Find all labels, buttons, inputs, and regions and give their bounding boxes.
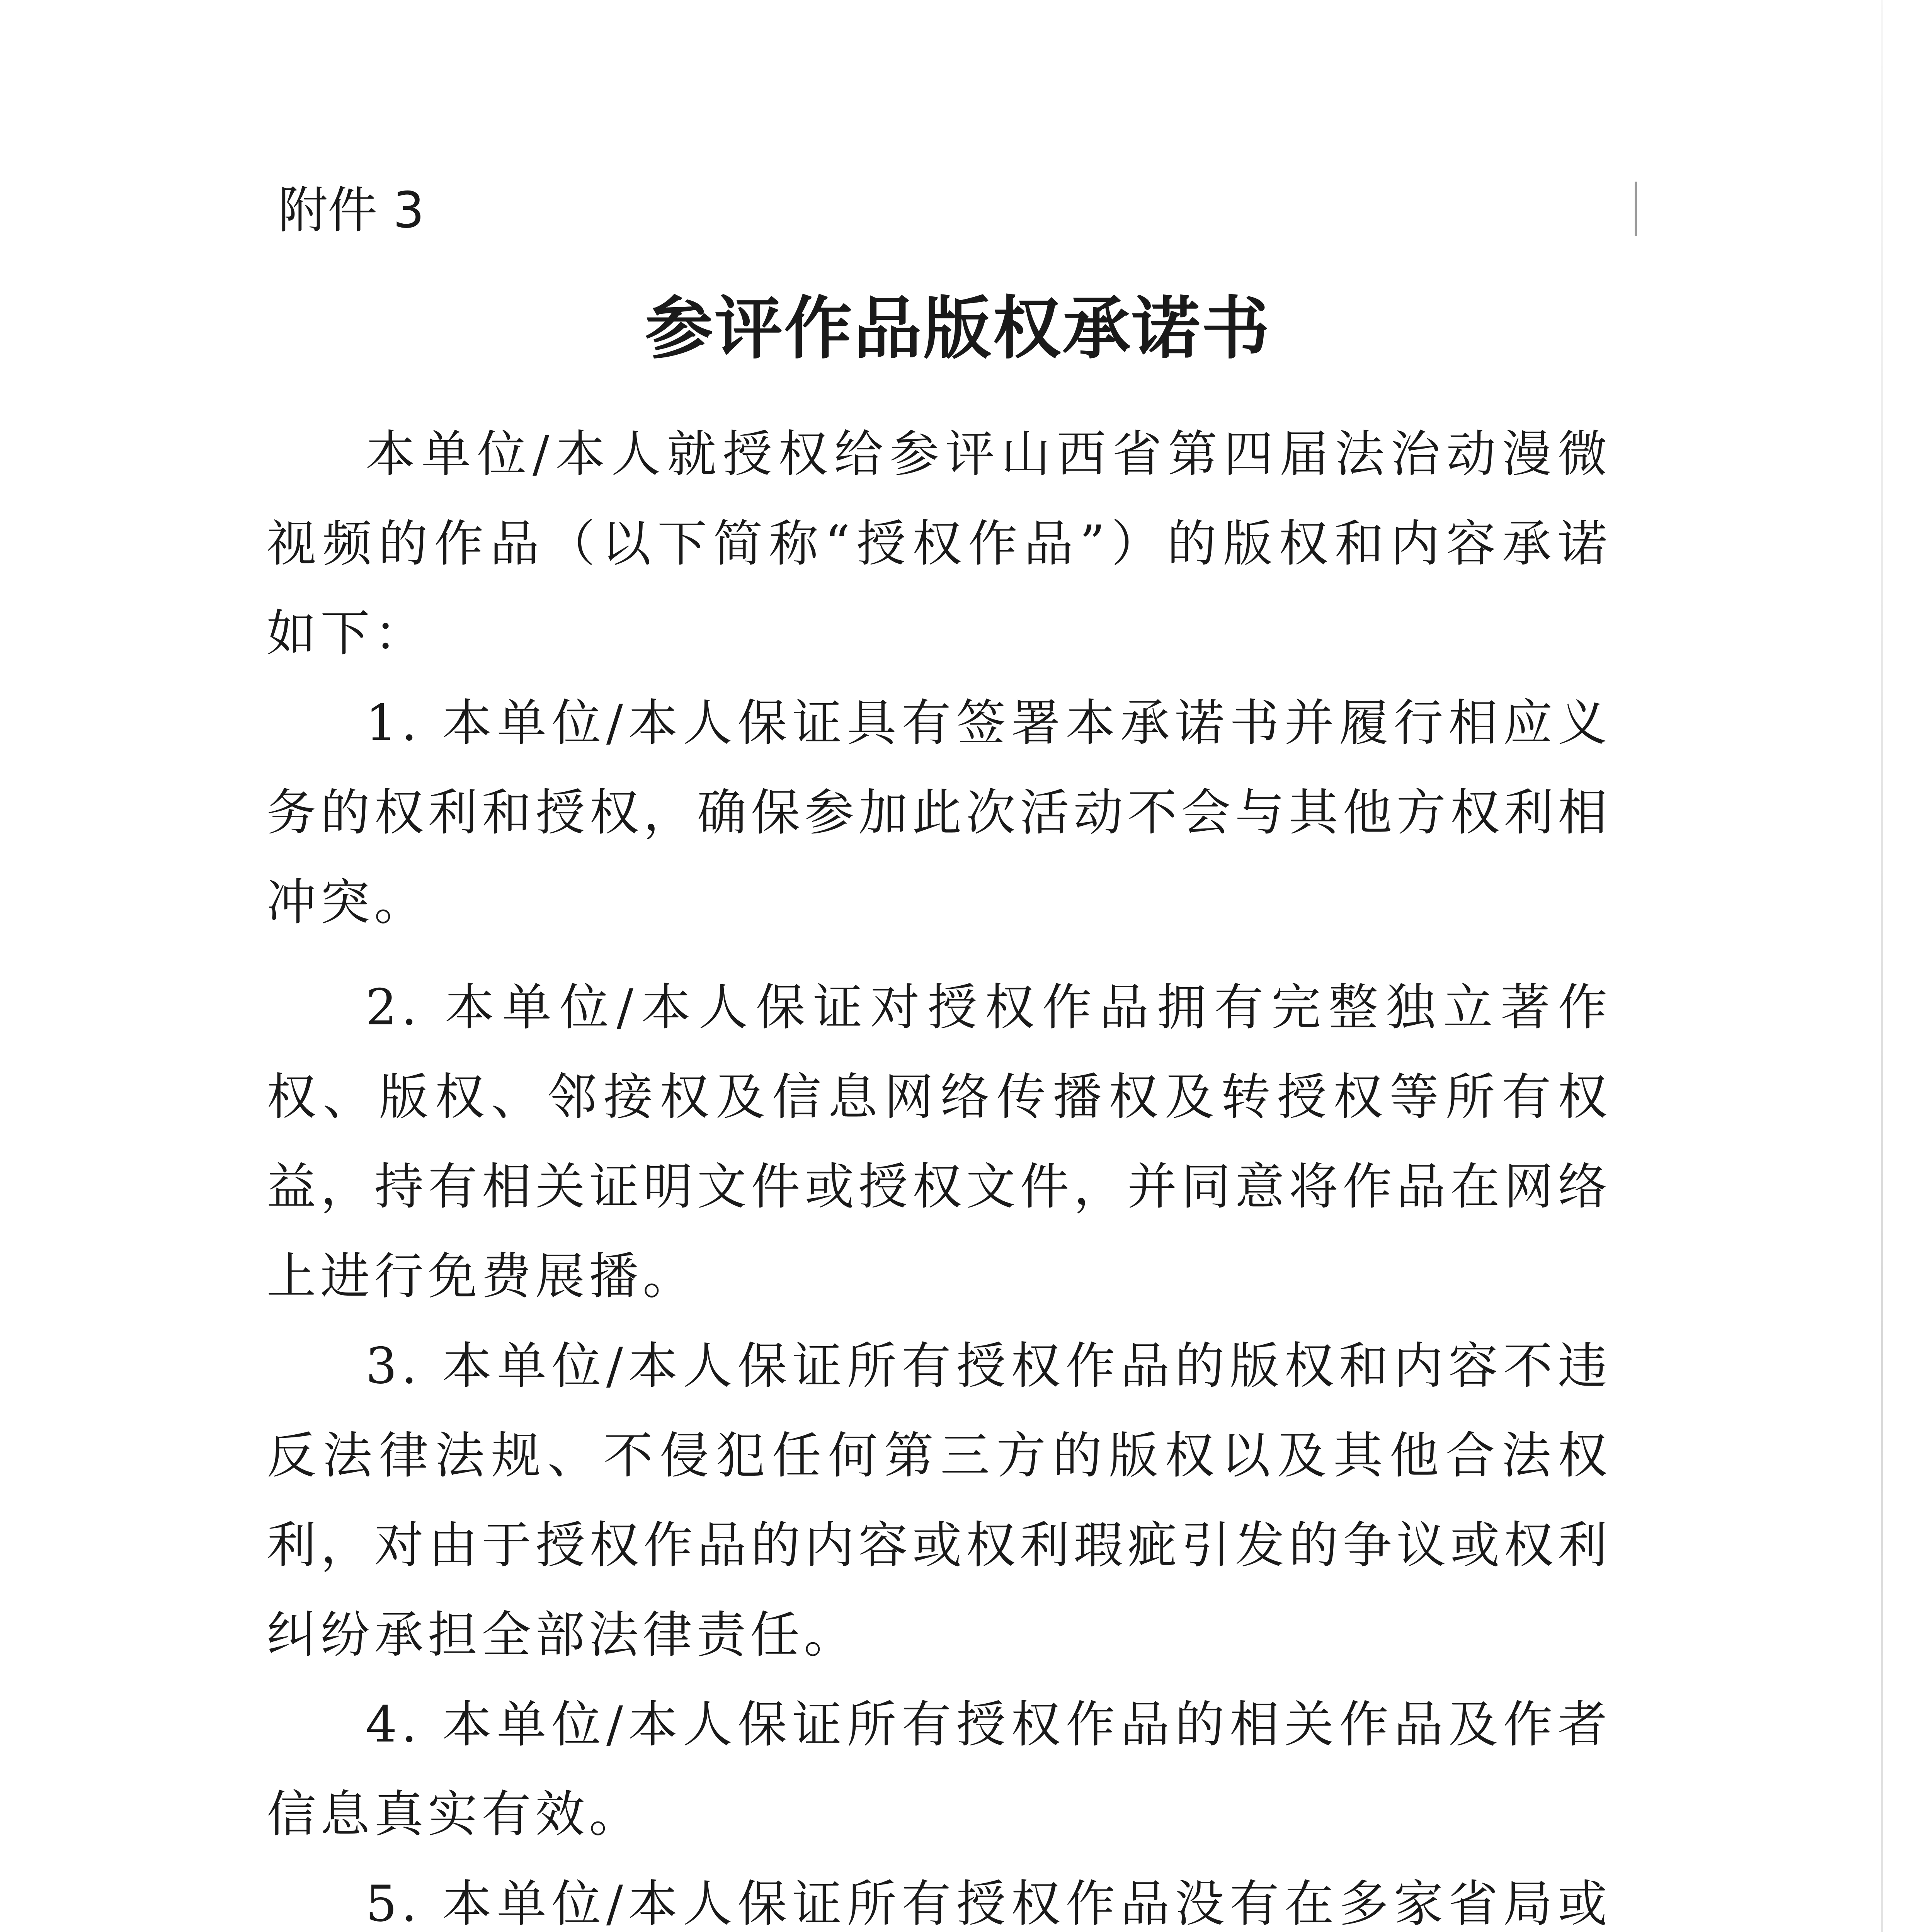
- commitment-item-3: 3. 本单位/本人保证所有授权作品的版权和内容不违反法律法规、不侵犯任何第三方的版权以及其他合法权利，对由于授权作品的内容或权利瑕疵引发的争议或权利纠纷承担全部法律责任。: [267, 1337, 1611, 1664]
- commitment-item-4: 4. 本单位/本人保证所有授权作品的相关作品及作者信息真实有效。: [267, 1696, 1611, 1843]
- commitment-item-2: 2. 本单位/本人保证对授权作品拥有完整独立著作权、版权、邻接权及信息网络传播权及转授权等所有权益，持有相关证明文件或授权文件，并同意将作品在网络上进行免费展播。: [267, 979, 1611, 1305]
- scan-mark: [1635, 182, 1637, 236]
- commitment-item-1: 1. 本单位/本人保证具有签署本承诺书并履行相应义务的权利和授权，确保参加此次活动不会与其他方权利相冲突。: [267, 694, 1611, 931]
- document-title: 参评作品版权承诺书: [645, 288, 1271, 368]
- intro-paragraph: 本单位/本人就授权给参评山西省第四届法治动漫微视频的作品（以下简称“授权作品”）的版权和内容承诺如下：: [267, 425, 1611, 662]
- attachment-label: 附件 3: [278, 182, 425, 239]
- document-body: [267, 410, 1611, 1932]
- commitment-item-5: 5. 本单位/本人保证所有授权作品没有在多家省局或: [366, 1875, 1611, 1932]
